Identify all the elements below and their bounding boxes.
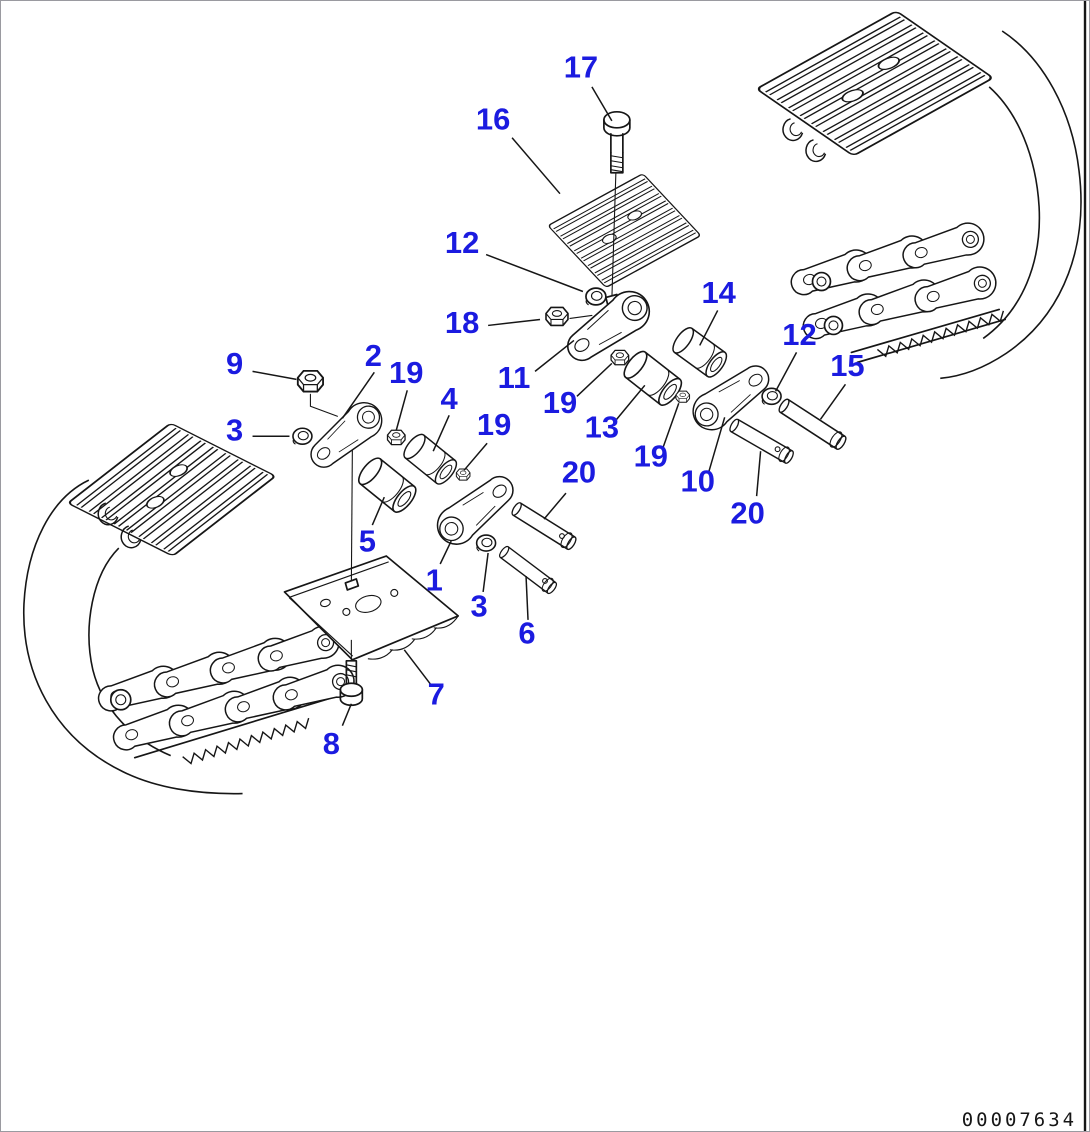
shoe-lug-icon	[806, 140, 825, 162]
leader-line-16-1	[512, 138, 560, 194]
callout-14-bushing: 14	[701, 275, 736, 311]
leader-line-4-11	[433, 415, 449, 451]
callout-19-nut: 19	[542, 384, 578, 420]
leader-line-13-15	[616, 385, 645, 420]
part-4-bushing	[400, 431, 460, 487]
part-15-pin	[777, 397, 849, 452]
leader-line-9-7	[253, 371, 297, 379]
part-3-washer-center	[477, 535, 496, 551]
drawing-number: 00007634	[961, 1108, 1078, 1131]
shoe-lug-icon	[783, 119, 802, 141]
leader-line-12-2	[486, 255, 583, 292]
callout-1-link: 1	[425, 562, 443, 598]
part-13-bushing	[620, 348, 685, 409]
callout-20-pin: 20	[730, 495, 765, 531]
part-18-nut	[546, 307, 568, 325]
callout-19-nut: 19	[389, 354, 424, 390]
part-19-nut-b	[456, 469, 470, 480]
part-3-washer-left	[293, 428, 312, 444]
link-2-alignment-line	[351, 450, 352, 584]
right-track-link-cluster	[787, 220, 1006, 363]
part-20-pin-left	[510, 500, 579, 552]
leader-line-19-12	[464, 443, 487, 470]
callout-3-washer: 3	[470, 588, 488, 624]
leader-line-1-21	[440, 541, 451, 564]
leader-line-18-3	[488, 319, 540, 325]
part-14-bushing	[669, 325, 730, 381]
right-track-band-inner	[983, 87, 1039, 339]
left-track-link-cluster	[94, 623, 357, 765]
leader-line-12-5	[776, 352, 797, 391]
part-19-nut-a	[387, 430, 405, 444]
nut-9-alignment-line	[310, 394, 337, 416]
leader-line-11-13	[535, 340, 574, 371]
callout-15-pin: 15	[830, 347, 865, 383]
callout-19-nut: 19	[476, 406, 512, 442]
callout-20-pin: 20	[561, 454, 597, 490]
left-track-shoe-stack	[68, 423, 276, 556]
leader-line-3-22	[483, 553, 488, 592]
callout-7-track-shoe: 7	[427, 676, 445, 712]
callout-16-track-shoe: 16	[475, 101, 511, 137]
part-16-track-shoe	[548, 174, 701, 288]
callout-17-bolt: 17	[563, 49, 599, 85]
leader-line-8-25	[342, 704, 351, 726]
part-19-nut-d	[676, 391, 690, 402]
callout-6-pin: 6	[518, 615, 536, 651]
callout-2-master-link: 2	[364, 337, 382, 373]
callout-18-nut: 18	[444, 304, 480, 340]
part-19-nut-c	[611, 350, 629, 364]
leader-line-17-0	[592, 87, 612, 121]
callout-8-bolt: 8	[322, 726, 341, 762]
callout-19-nut: 19	[633, 438, 669, 474]
callout-5-bushing: 5	[358, 523, 376, 559]
callout-12-washer: 12	[782, 316, 817, 352]
leader-line-15-6	[820, 384, 845, 419]
part-5-bushing	[355, 455, 420, 516]
callout-12-washer: 12	[444, 225, 480, 261]
part-17-bolt	[604, 112, 630, 173]
leader-line-20-19	[757, 451, 761, 496]
leader-line-7-24	[404, 650, 430, 684]
part-9-nut	[298, 371, 323, 392]
leader-line-19-9	[396, 390, 407, 430]
callout-9-nut: 9	[225, 345, 244, 381]
part-20-pin-right	[728, 417, 796, 466]
callout-3-washer: 3	[225, 412, 244, 448]
leader-line-19-14	[577, 363, 612, 396]
part-6-pin	[497, 544, 558, 596]
callout-10-link: 10	[680, 463, 715, 499]
leader-line-5-20	[372, 497, 384, 525]
leader-line-6-23	[526, 576, 528, 620]
callout-11-link: 11	[497, 359, 531, 395]
leader-line-20-18	[544, 493, 566, 519]
part-12-washer-left	[586, 288, 606, 305]
part-12-washer-right	[762, 388, 781, 404]
exploded-parts-diagram	[1, 1, 1089, 1131]
right-track-shoe-stack	[757, 11, 993, 161]
callout-4-bushing: 4	[440, 380, 458, 416]
callout-13-bushing: 13	[584, 409, 620, 445]
